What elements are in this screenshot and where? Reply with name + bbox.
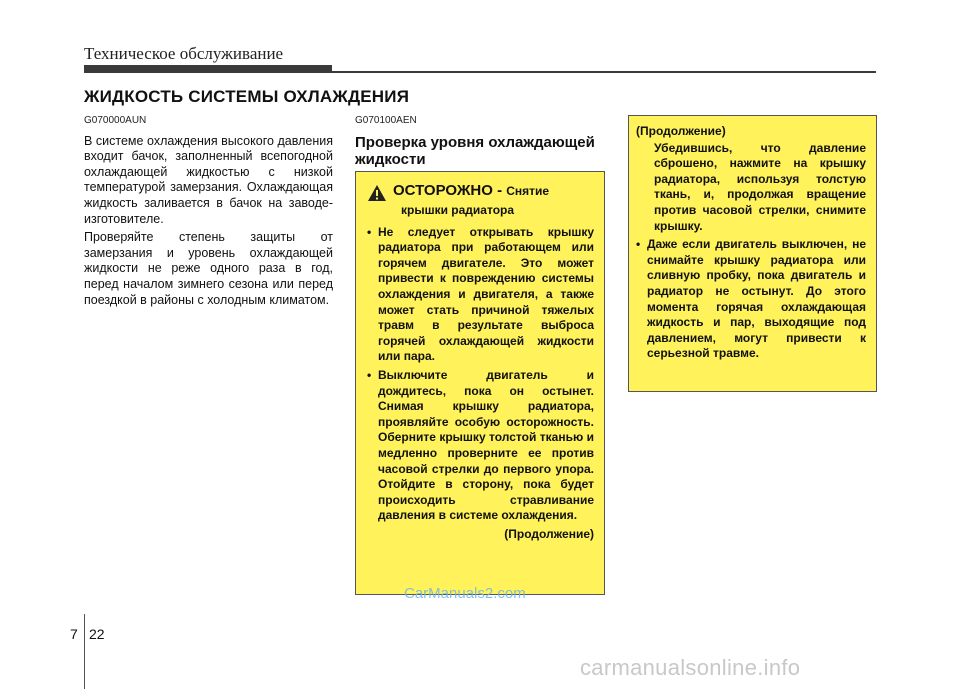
bullet-dot: • [367,224,372,239]
reference-code: G070000AUN [84,115,147,126]
header-title: Техническое обслуживание [84,44,284,63]
section-title: ЖИДКОСТЬ СИСТЕМЫ ОХЛАЖДЕНИЯ [84,87,410,106]
warning-bullet [367,368,594,524]
continued-label: (Продолжение) [504,526,594,541]
header-rule [332,71,876,73]
chapter-number: 7 [70,626,78,642]
warning-title [393,182,549,200]
left-column [84,113,333,311]
subsection-heading: Проверка уровня охлаждающей жидкости [355,133,595,168]
middle-column [355,113,610,168]
body-paragraph: В системе охлаждения высокого давления входит бачок, заполненный всепогодной охлаждающей жидкостью с низкой температурой замерзания. Охлаждающая жидкость заливается в бачок на заводе-изготовителе. [84,133,333,226]
continuation-label: (Продолжение) [636,124,726,138]
header-bar [84,65,332,73]
page-number: 22 [89,626,105,642]
watermark-text: carmanualsonline.info [580,655,801,680]
warning-box [355,171,605,595]
warning-title-main: ОСТОРОЖНО - [393,182,507,199]
reference-code: G070100AEN [355,115,417,126]
warning-title-small: Снятие [506,184,550,198]
warning-continuation-box [628,115,877,392]
warning-bullet [636,237,866,362]
bullet-dot: • [367,367,372,382]
warning-bullet-text: Не следует открывать крышку радиатора при работающем или горячем двигателе. Это может привести к повреждению системы охлаждения и двигателя, а также может стать причиной тяжелых травм в результате выброса горячей охлаждающей жидкости или пара. [378,224,594,364]
warning-bullet-text: Даже если двигатель выключен, не снимайте крышку радиатора или сливную пробку, пока двигатель и радиатор не остынут. До этого момента горячая охлаждающая жидкость и пар, выходящие под давлением, могут привести к серьезной травме. [647,237,866,361]
bullet-dot: • [636,237,641,252]
footer-divider [84,614,85,689]
body-paragraph: Проверяйте степень защиты от замерзания и уровень охлаждающей жидкости не реже одного раза в год, перед началом зимнего сезона или перед поездкой в районы с холодным климатом. [84,230,333,307]
watermark-link[interactable]: CarManuals2.com [404,585,526,602]
warning-subtitle: крышки радиатора [401,203,515,217]
warning-triangle-icon [367,184,387,202]
warning-bullet-text: Выключите двигатель и дождитесь, пока он остынет. Снимая крышку радиатора, проявляйте особую осторожность. Оберните крышку толстой тканью и медленно проверните ее против часовой стрелки до первого упора. Отойдите в сторону, пока будет происходить стравливание давления в системе охлаждения. [378,367,594,523]
warning-header [367,182,594,202]
continuation-text: Убедившись, что давление сброшено, нажмите на крышку радиатора, используя толстую ткань, и, продолжая вращение против часовой стрелки, снимите крышку. [654,140,866,233]
warning-bullet [367,225,594,365]
